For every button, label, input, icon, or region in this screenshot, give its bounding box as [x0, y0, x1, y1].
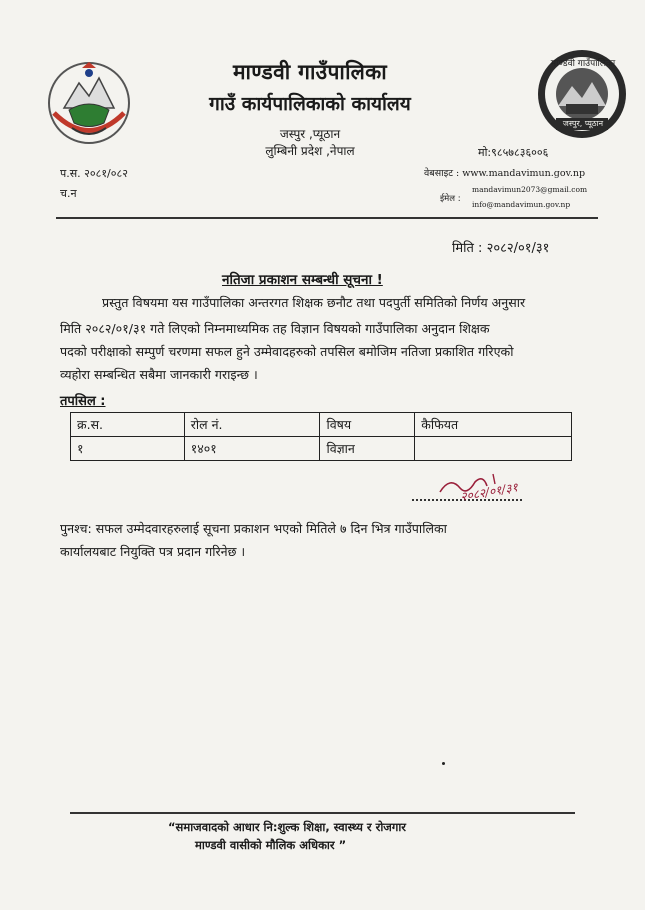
seal-top-text: माण्डवी गाउँपालिका [550, 59, 616, 69]
cell-roll-number: १४०१ [184, 437, 320, 461]
header-divider [56, 217, 598, 219]
notice-date: मिति : २०८२/०१/३१ [452, 241, 550, 256]
tapsil-label: तपसिल : [60, 394, 106, 409]
paragraph-line-1: प्रस्तुत विषयमा यस गाउँपालिका अन्तरगत शिक्षक छनौट तथा पदपुर्ती समितिको निर्णय अनुसार [102, 295, 526, 310]
table-header-row [71, 413, 572, 437]
note-line-1: पुनश्च: सफल उम्मेदवारहरुलाई सूचना प्रकाशन भएको मितिले ७ दिन भित्र गाउँपालिका [60, 521, 447, 536]
table-row [71, 437, 572, 461]
office-subtitle: गाउँ कार्यपालिकाको कार्यालय [209, 93, 411, 115]
paragraph-line-4: व्यहोरा सम्बन्धित सबैमा जानकारी गराइन्छ । [60, 367, 258, 382]
cell-serial: १ [71, 437, 185, 461]
note-line-2: कार्यालयबाट नियुक्ति पत्र प्रदान गरिनेछ । [60, 544, 246, 559]
result-table [70, 412, 572, 461]
email-secondary: info@mandavimun.gov.np [472, 200, 571, 209]
seal-bottom-text: जस्पुर, प्यूठान [562, 119, 604, 128]
cell-subject: विज्ञान [320, 437, 415, 461]
office-name: माण्डवी गाउँपालिका [232, 60, 387, 84]
notice-title: नतिजा प्रकाशन सम्बन्धी सूचना ! [222, 272, 383, 288]
mobile-number: मो:९८५७८३६००६ [478, 146, 549, 159]
stray-dot [442, 762, 445, 765]
header-subject: विषय [320, 413, 415, 437]
email-primary: mandavimun2073@gmail.com [472, 185, 588, 194]
paragraph-line-2: मिति २०८२/०१/३१ गते लिएको निम्नमाध्यमिक तह विज्ञान विषयको गाउँपालिका अनुदान शिक्षक [60, 321, 490, 336]
address-line-1: जस्पुर ,प्यूठान [279, 127, 341, 141]
cell-remarks [415, 437, 572, 461]
signature-date: २०८२/०१/३१ [459, 480, 519, 504]
address-line-2: लुम्बिनी प्रदेश ,नेपाल [265, 144, 355, 158]
footer-line-2: माण्डवी वासीको मौलिक अधिकार ” [195, 838, 347, 852]
website-text: वेबसाइट : www.mandavimun.gov.np [424, 168, 586, 179]
header-roll-number: रोल नं. [184, 413, 320, 437]
email-label: ईमेल : [440, 194, 461, 204]
nepal-emblem-icon [44, 58, 134, 148]
chalani-number: च.न [60, 187, 77, 200]
patra-sankhya: प.स. २०८१/०८२ [60, 167, 128, 180]
footer-line-1: “समाजवादको आधार नि:शुल्क शिक्षा, स्वास्थ्य र रोजगार [168, 820, 407, 834]
footer-divider-top [70, 812, 575, 814]
header-serial: क्र.स. [71, 413, 185, 437]
paragraph-line-3: पदको परीक्षाको सम्पुर्ण चरणमा सफल हुने उम्मेवादहरुको तपसिल बमोजिम नतिजा प्रकाशित गरिएको [60, 344, 514, 359]
header-remarks: कैफियत [415, 413, 572, 437]
